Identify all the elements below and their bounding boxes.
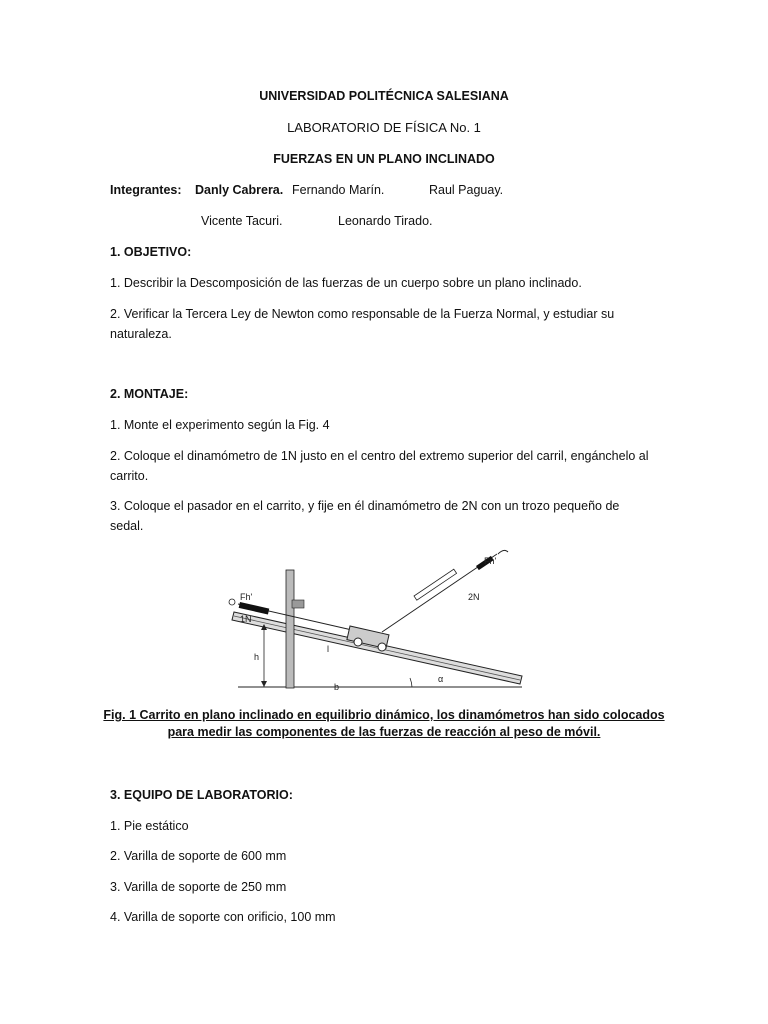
label-l: l <box>327 644 329 654</box>
member-name: Fernando Marín. <box>292 183 385 197</box>
member-name: Raul Paguay. <box>429 183 504 197</box>
members-label: Integrantes: <box>110 183 182 197</box>
setup-item: 1. Monte el experimento según la Fig. 4 <box>110 418 330 432</box>
topic-title: FUERZAS EN UN PLANO INCLINADO <box>273 152 495 166</box>
label-alpha: α <box>438 674 444 684</box>
support-rod <box>286 570 294 688</box>
label-1n: 1N <box>240 614 252 624</box>
dynamometer-1n <box>239 602 270 614</box>
equipment-heading: 3. EQUIPO DE LABORATORIO: <box>110 788 293 802</box>
label-fn: Fn' <box>484 556 497 566</box>
figure-caption: Fig. 1 Carrito en plano inclinado en equilibrio dinámico, los dinamómetros han sido colocados <box>103 708 665 722</box>
equipment-item: 1. Pie estático <box>110 819 189 833</box>
equipment-item: 4. Varilla de soporte con orificio, 100 mm <box>110 910 336 924</box>
equipment-item: 3. Varilla de soporte de 250 mm <box>110 880 287 894</box>
member-name: Vicente Tacuri. <box>201 214 283 228</box>
label-b: b <box>334 682 340 692</box>
cart-wheel <box>354 638 362 646</box>
label-fh: Fh' <box>240 592 253 602</box>
lab-title: LABORATORIO DE FÍSICA No. 1 <box>287 120 481 135</box>
university-title: UNIVERSIDAD POLITÉCNICA SALESIANA <box>259 89 509 103</box>
setup-heading: 2. MONTAJE: <box>110 387 189 401</box>
inclined-plane-figure <box>222 548 552 698</box>
equipment-item: 2. Varilla de soporte de 600 mm <box>110 849 287 863</box>
label-2n: 2N <box>468 592 480 602</box>
member-name: Leonardo Tirado. <box>338 214 433 228</box>
figure-caption: para medir las componentes de las fuerzas de reacción al peso de móvil. <box>167 725 601 739</box>
clamp <box>292 600 304 608</box>
setup-item: 3. Coloque el pasador en el carrito, y fije en él dinamómetro de 2N con un trozo pequeño de sedal. <box>110 499 620 533</box>
member-name: Danly Cabrera. <box>195 183 284 197</box>
label-h: h <box>254 652 260 662</box>
setup-item: 2. Coloque el dinamómetro de 1N justo en el centro del extremo superior del carril, engánchelo al carrito. <box>110 449 649 483</box>
objective-heading: 1. OBJETIVO: <box>110 245 192 259</box>
objective-item: 1. Describir la Descomposición de las fuerzas de un cuerpo sobre un plano inclinado. <box>110 276 582 290</box>
objective-item: 2. Verificar la Tercera Ley de Newton como responsable de la Fuerza Normal, y estudiar su naturaleza. <box>110 307 615 341</box>
cart-wheel <box>378 643 386 651</box>
